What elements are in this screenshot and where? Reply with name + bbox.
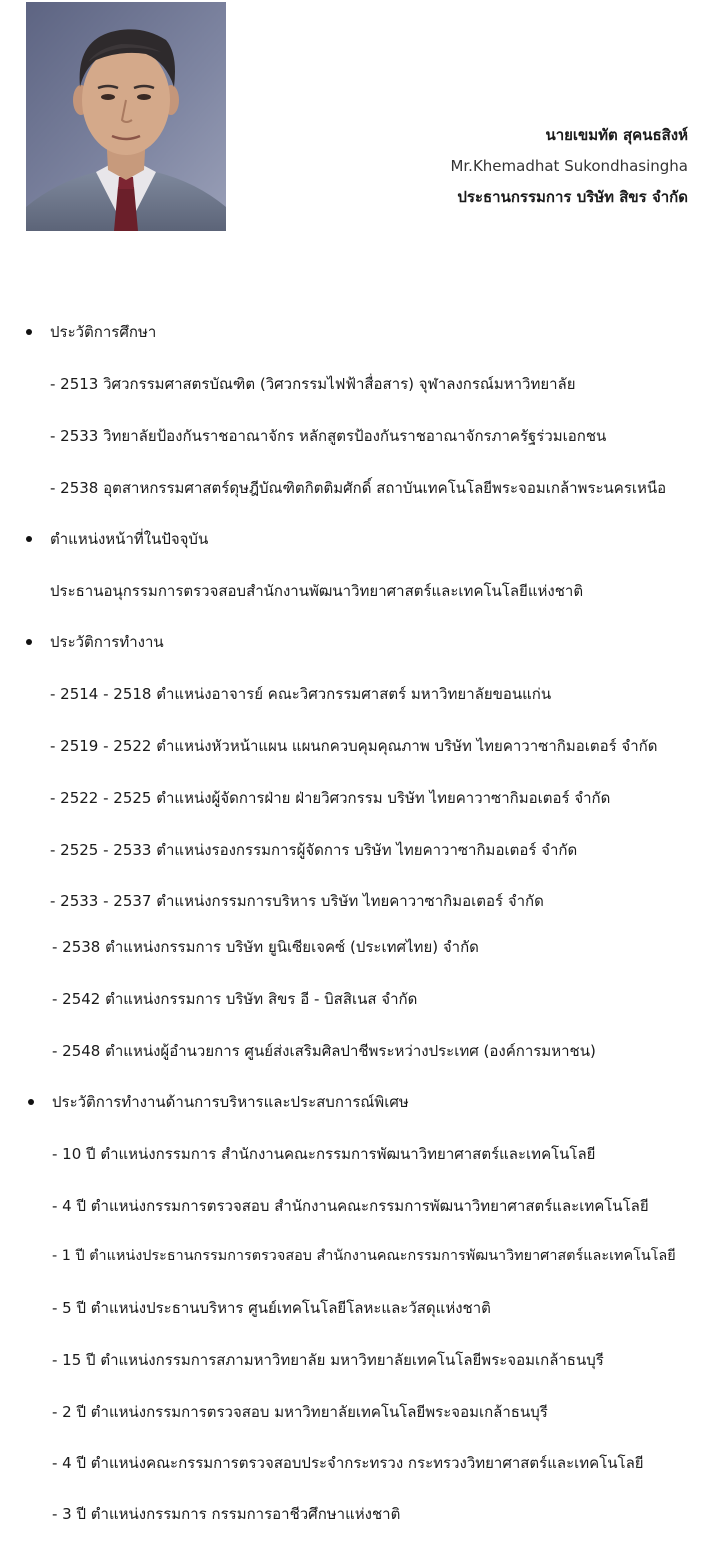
list-item: - 1 ปี ตำแหน่งประธานกรรมการตรวจสอบ สำนักงานคณะกรรมการพัฒนาวิทยาศาสตร์และเทคโนโลยี (52, 1248, 676, 1264)
profile-header (450, 120, 688, 213)
list-item: - 3 ปี ตำแหน่งกรรมการ กรรมการอาชีวศึกษาแห่งชาติ (52, 1505, 401, 1523)
section-heading-work-history: ประวัติการทำงาน (50, 633, 164, 651)
bullet-icon (26, 329, 32, 335)
list-item: - 2 ปี ตำแหน่งกรรมการตรวจสอบ มหาวิทยาลัยเทคโนโลยีพระจอมเกล้าธนบุรี (52, 1403, 548, 1421)
position-title: ประธานกรรมการ บริษัท สิขร จำกัด (457, 188, 688, 206)
list-item: - 2525 - 2533 ตำแหน่งรองกรรมการผู้จัดการ บริษัท ไทยคาวาซากิมอเตอร์ จำกัด (50, 841, 578, 859)
section-heading-current-position: ตำแหน่งหน้าที่ในปัจจุบัน (50, 530, 209, 548)
list-item: - 15 ปี ตำแหน่งกรรมการสภามหาวิทยาลัย มหาวิทยาลัยเทคโนโลยีพระจอมเกล้าธนบุรี (52, 1351, 604, 1369)
list-item: ประธานอนุกรรมการตรวจสอบสำนักงานพัฒนาวิทยาศาสตร์และเทคโนโลยีแห่งชาติ (50, 582, 584, 600)
name-thai: นายเขมทัต สุคนธสิงห์ (545, 126, 688, 144)
portrait-photo (26, 2, 226, 231)
bullet-icon (28, 1099, 34, 1105)
name-english: Mr.Khemadhat Sukondhasingha (450, 157, 688, 175)
list-item: - 2548 ตำแหน่งผู้อำนวยการ ศูนย์ส่งเสริมศิลปาชีพระหว่างประเทศ (องค์การมหาชน) (52, 1042, 596, 1060)
list-item: - 2538 อุตสาหกรรมศาสตร์ดุษฎีบัณฑิตกิตติมศักดิ์ สถาบันเทคโนโลยีพระจอมเกล้าพระนครเหนือ (50, 479, 667, 497)
list-item: - 2533 - 2537 ตำแหน่งกรรมการบริหาร บริษัท ไทยคาวาซากิมอเตอร์ จำกัด (50, 892, 544, 910)
list-item: - 2513 วิศวกรรมศาสตรบัณฑิต (วิศวกรรมไฟฟ้าสื่อสาร) จุฬาลงกรณ์มหาวิทยาลัย (50, 375, 576, 393)
list-item: - 4 ปี ตำแหน่งกรรมการตรวจสอบ สำนักงานคณะกรรมการพัฒนาวิทยาศาสตร์และเทคโนโลยี (52, 1197, 649, 1215)
bullet-icon (26, 639, 32, 645)
list-item: - 2522 - 2525 ตำแหน่งผู้จัดการฝ่าย ฝ่ายวิศวกรรม บริษัท ไทยคาวาซากิมอเตอร์ จำกัด (50, 789, 611, 807)
bullet-icon (26, 536, 32, 542)
section-heading-special-experience: ประวัติการทำงานด้านการบริหารและประสบการณ์พิเศษ (52, 1093, 409, 1111)
list-item: - 4 ปี ตำแหน่งคณะกรรมการตรวจสอบประจำกระทรวง กระทรวงวิทยาศาสตร์และเทคโนโลยี (52, 1454, 644, 1472)
list-item: - 2533 วิทยาลัยป้องกันราชอาณาจักร หลักสูตรป้องกันราชอาณาจักรภาครัฐร่วมเอกชน (50, 427, 607, 445)
list-item: - 2538 ตำแหน่งกรรมการ บริษัท ยูนิเซียเจคซ์ (ประเทศไทย) จำกัด (52, 938, 479, 956)
list-item: - 2519 - 2522 ตำแหน่งหัวหน้าแผน แผนกควบคุมคุณภาพ บริษัท ไทยคาวาซากิมอเตอร์ จำกัด (50, 737, 658, 755)
list-item: - 10 ปี ตำแหน่งกรรมการ สำนักงานคณะกรรมการพัฒนาวิทยาศาสตร์และเทคโนโลยี (52, 1145, 596, 1163)
list-item: - 2542 ตำแหน่งกรรมการ บริษัท สิขร อี - บิสสิเนส จำกัด (52, 990, 418, 1008)
list-item: - 2514 - 2518 ตำแหน่งอาจารย์ คณะวิศวกรรมศาสตร์ มหาวิทยาลัยขอนแก่น (50, 685, 552, 703)
list-item: - 5 ปี ตำแหน่งประธานบริหาร ศูนย์เทคโนโลยีโลหะและวัสดุแห่งชาติ (52, 1299, 491, 1317)
section-heading-education: ประวัติการศึกษา (50, 323, 157, 341)
